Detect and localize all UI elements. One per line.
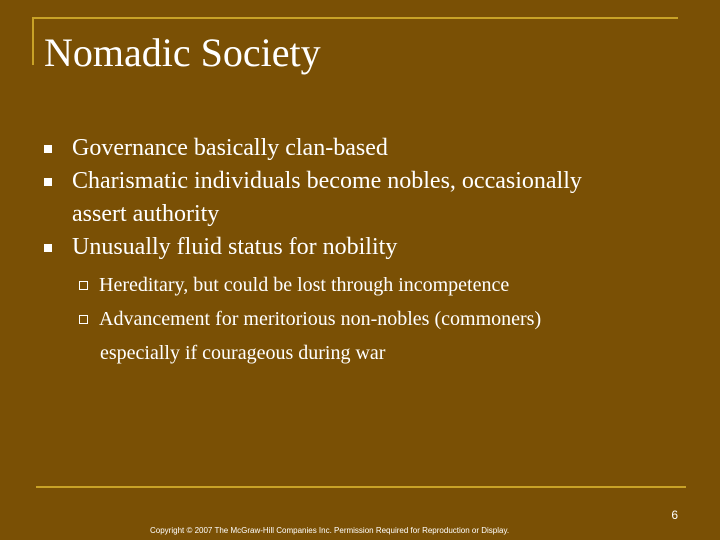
filled-square-bullet-icon	[44, 178, 52, 186]
filled-square-bullet-icon	[44, 244, 52, 252]
title-frame-top-rule	[32, 17, 678, 19]
bullet-item	[0, 165, 642, 231]
hollow-square-bullet-icon	[79, 315, 88, 324]
sub-bullet-text: Advancement for meritorious non-nobles (commoners)	[99, 308, 542, 330]
sub-bullet-item	[0, 302, 659, 336]
footer-rule	[36, 486, 686, 488]
bullet-item	[0, 132, 642, 165]
title-frame-left-rule	[32, 17, 34, 65]
filled-square-bullet-icon	[44, 145, 52, 153]
hollow-square-bullet-icon	[79, 281, 88, 290]
bullet-text: Governance basically clan-based	[72, 135, 388, 161]
page-number: 6	[671, 508, 678, 522]
bullet-text: Charismatic individuals become nobles, occasionally assert authority	[72, 168, 582, 227]
copyright-notice: Copyright © 2007 The McGraw-Hill Companies Inc. Permission Required for Reproduction or Display.	[150, 526, 510, 535]
sub-bullet-text: Hereditary, but could be lost through incompetence	[99, 274, 510, 296]
sub-bullet-continuation: especially if courageous during war	[100, 342, 386, 364]
sub-bullet-item	[0, 268, 659, 302]
bullet-item	[0, 231, 642, 264]
bullet-text: Unusually fluid status for nobility	[72, 234, 398, 260]
bullet-list	[0, 132, 720, 370]
slide-title: Nomadic Society	[44, 30, 321, 75]
